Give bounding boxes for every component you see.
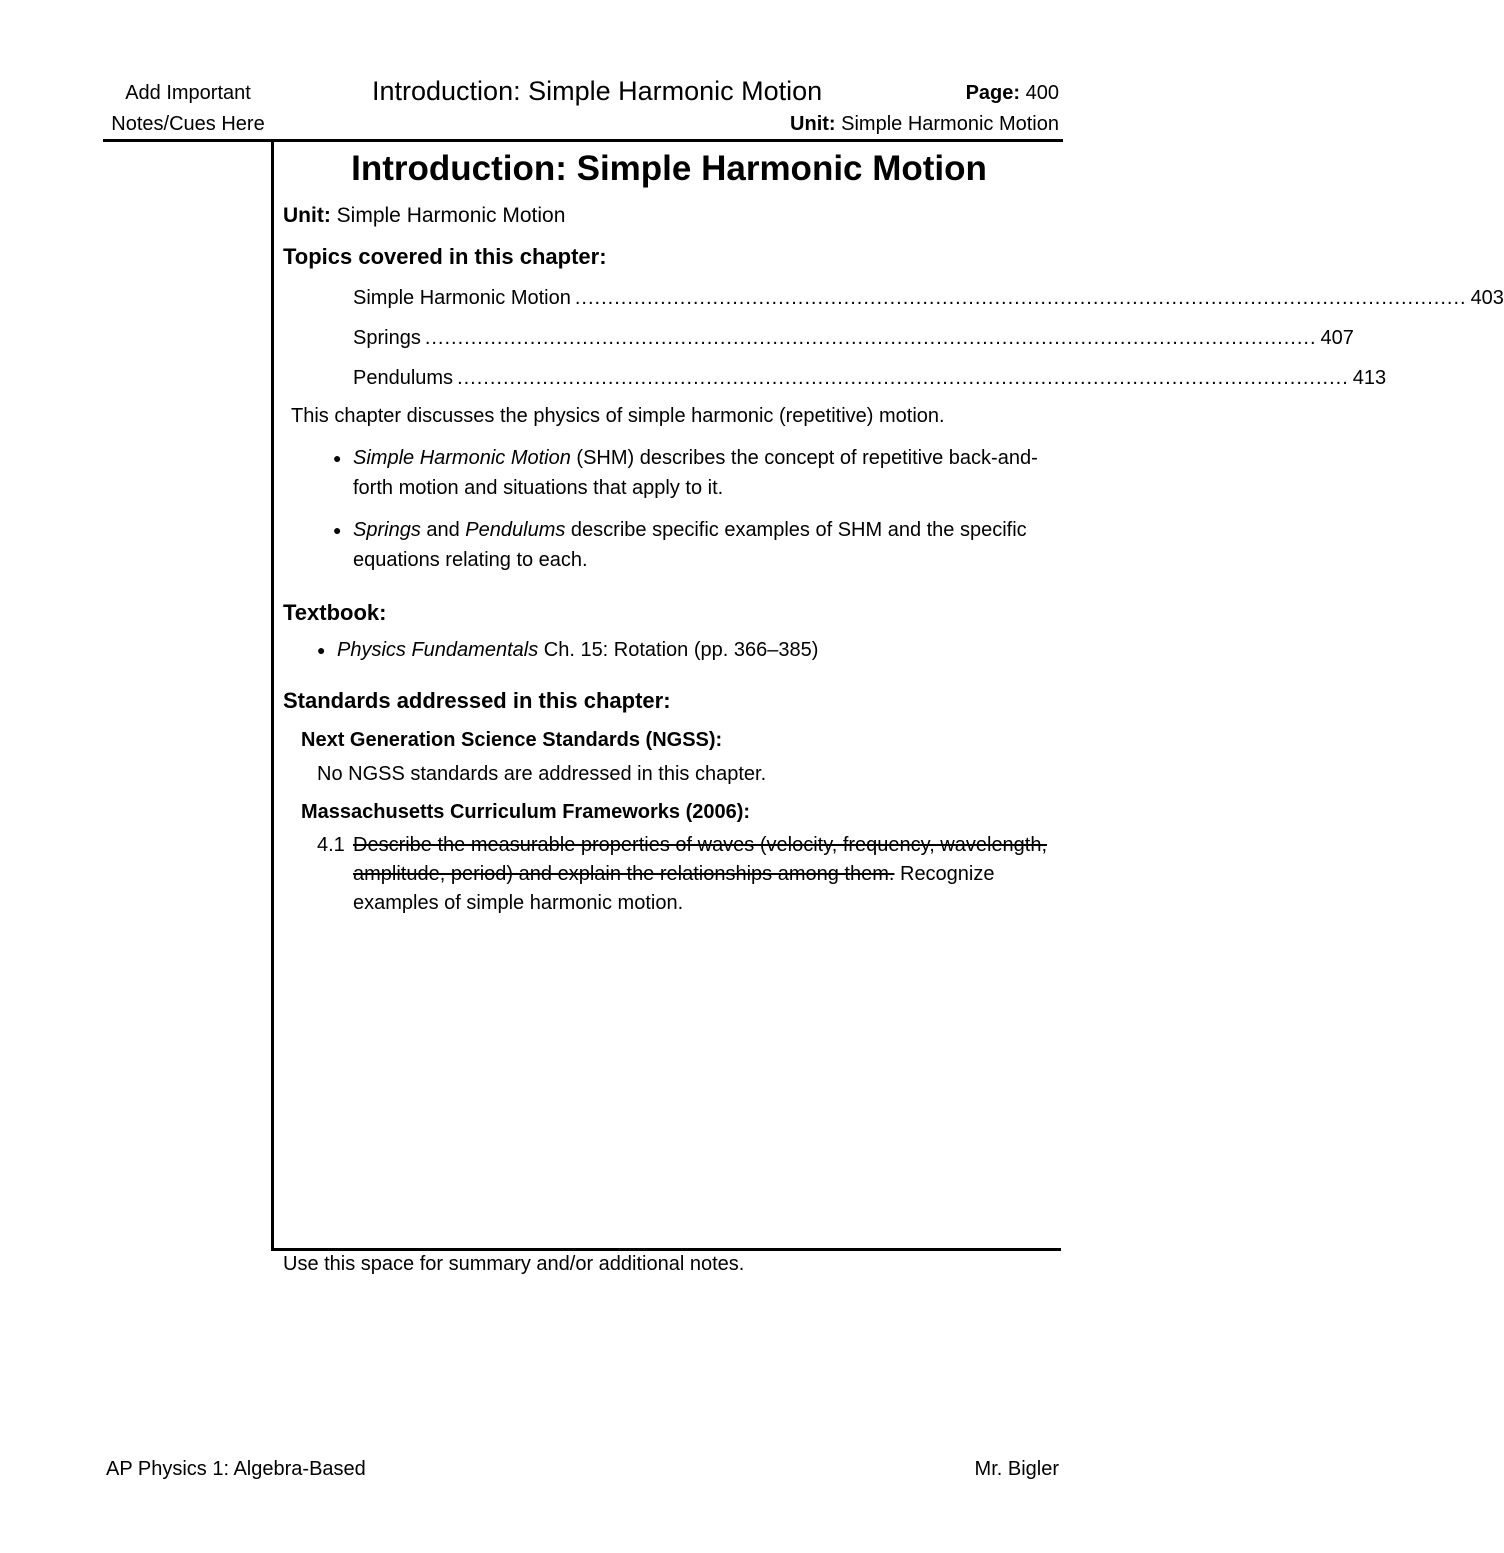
unit-line bbox=[283, 203, 1055, 229]
textbook-list bbox=[283, 635, 1055, 665]
notes-cues-line2: Notes/Cues Here bbox=[111, 113, 265, 135]
toc-leader-dots: ........................................................................................................................................ bbox=[574, 287, 1467, 309]
header-unit-label: Unit: bbox=[790, 113, 836, 135]
standard-number: 4.1 bbox=[317, 834, 345, 856]
textbook-rest: Ch. 15: Rotation (pp. 366–385) bbox=[538, 639, 819, 661]
toc-row bbox=[353, 285, 1504, 311]
bullet-mid: and bbox=[420, 519, 466, 541]
summary-prompt: Use this space for summary and/or additional notes. bbox=[283, 1253, 745, 1275]
bullet-rest: (SHM) describes the concept of repetitive back-and-forth motion and situations that apply to it. bbox=[353, 447, 1038, 499]
textbook-title: Physics Fundamentals bbox=[337, 639, 539, 661]
list-item bbox=[333, 443, 1053, 503]
bullet-icon: ● bbox=[317, 642, 326, 658]
header-meta bbox=[790, 78, 1059, 140]
mass-standard bbox=[283, 831, 1055, 918]
standard-struck-text: Describe the measurable properties of waves (velocity, frequency, wavelength, amplitude, period) and explain the relationships among them. bbox=[353, 834, 1048, 885]
bullet-icon: ● bbox=[333, 522, 342, 538]
table-of-contents bbox=[283, 285, 1504, 391]
page-value: 400 bbox=[1025, 82, 1059, 104]
unit-value: Simple Harmonic Motion bbox=[336, 204, 566, 227]
toc-label: Simple Harmonic Motion bbox=[353, 287, 571, 309]
header-unit bbox=[790, 109, 1059, 140]
mass-heading: Massachusetts Curriculum Frameworks (2006): bbox=[301, 801, 751, 823]
header-rule bbox=[103, 139, 1063, 142]
chapter-intro: This chapter discusses the physics of simple harmonic (repetitive) motion. bbox=[291, 405, 945, 427]
chapter-bullets bbox=[283, 443, 1055, 575]
bullet-italic: Springs bbox=[353, 519, 421, 541]
notes-cues-label bbox=[104, 78, 272, 140]
footer-author: Mr. Bigler bbox=[974, 1458, 1059, 1480]
page-title: Introduction: Simple Harmonic Motion bbox=[351, 149, 987, 188]
bullet-italic: Pendulums bbox=[465, 519, 566, 541]
header-title: Introduction: Simple Harmonic Motion bbox=[372, 76, 823, 106]
notes-cues-line1: Add Important bbox=[125, 82, 251, 104]
toc-page: 413 bbox=[1352, 367, 1387, 389]
standards-heading: Standards addressed in this chapter: bbox=[283, 688, 671, 713]
bullet-italic: Simple Harmonic Motion bbox=[353, 447, 571, 469]
toc-label: Pendulums bbox=[353, 367, 454, 389]
footer-course: AP Physics 1: Algebra-Based bbox=[106, 1458, 366, 1480]
textbook-heading: Textbook: bbox=[283, 600, 387, 625]
unit-label: Unit: bbox=[283, 204, 331, 227]
toc-page: 403 bbox=[1470, 287, 1504, 309]
list-item bbox=[317, 635, 1037, 665]
toc-row bbox=[353, 325, 1354, 351]
standard-text bbox=[353, 831, 1055, 918]
toc-row bbox=[353, 365, 1387, 391]
toc-leader-dots: ........................................................................................................................................ bbox=[424, 327, 1317, 349]
topics-heading: Topics covered in this chapter: bbox=[283, 244, 607, 269]
toc-page: 407 bbox=[1320, 327, 1354, 349]
header-unit-value: Simple Harmonic Motion bbox=[841, 113, 1059, 135]
bullet-text bbox=[353, 515, 1053, 575]
list-item bbox=[333, 515, 1053, 575]
ngss-heading: Next Generation Science Standards (NGSS): bbox=[301, 729, 723, 751]
page-label: Page: bbox=[965, 82, 1021, 104]
toc-leader-dots: ........................................................................................................................................ bbox=[457, 367, 1349, 389]
standard-rest-text: Recognize examples of simple harmonic motion. bbox=[353, 863, 995, 914]
ngss-text: No NGSS standards are addressed in this chapter. bbox=[317, 763, 767, 785]
bullet-icon: ● bbox=[333, 450, 342, 466]
bullet-rest: describe specific examples of SHM and the specific equations relating to each. bbox=[353, 519, 1027, 571]
page-number bbox=[790, 78, 1059, 109]
notes-column-rule bbox=[271, 141, 274, 1251]
bullet-text bbox=[353, 443, 1053, 503]
textbook-text bbox=[337, 635, 818, 665]
main-content bbox=[283, 145, 1504, 918]
toc-label: Springs bbox=[353, 327, 421, 349]
